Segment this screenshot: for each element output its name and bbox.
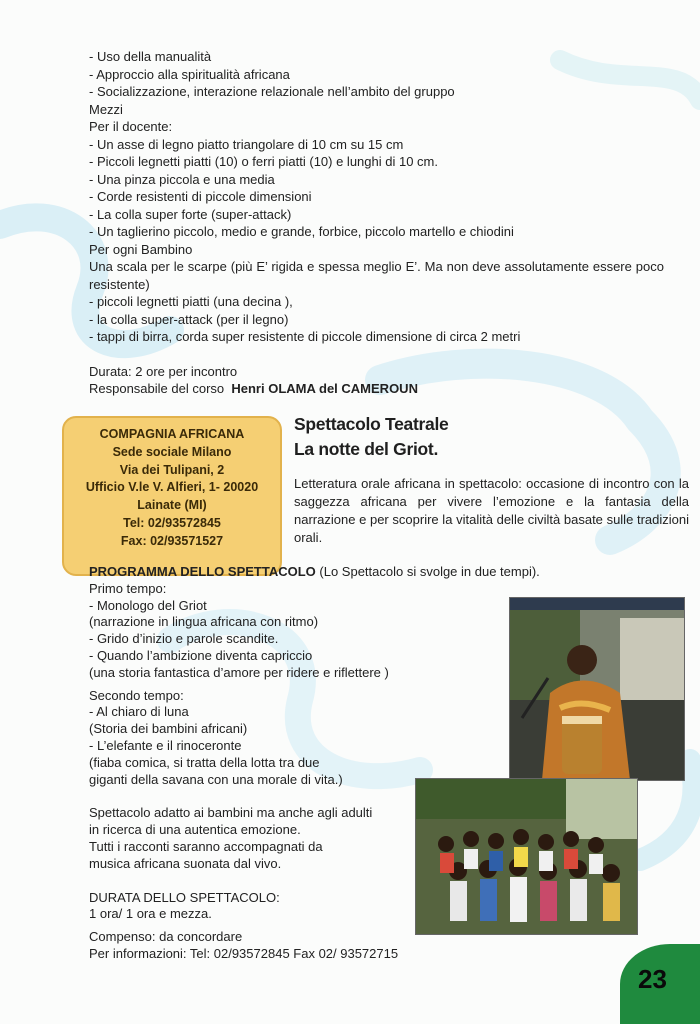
show-description: Letteratura orale africana in spettacolo: occasione di incontro con la saggezza africana per vivere l’emozione e la fantasia della narrazione e per scoprire la vitalità delle civiltà basate sulle tradizioni orali. bbox=[294, 476, 689, 545]
duration-line: 1 ora/ 1 ora e mezza. bbox=[89, 906, 212, 922]
responsible-label: Responsabile del corso bbox=[89, 381, 225, 396]
course-details bbox=[89, 48, 679, 398]
program-line: Secondo tempo: bbox=[89, 687, 184, 703]
program-line: giganti della savana con una morale di vita.) bbox=[89, 771, 343, 787]
program-heading-note: (Lo Spettacolo si svolge in due tempi). bbox=[315, 564, 540, 579]
course-duration: Durata: 2 ore per incontro bbox=[89, 363, 238, 379]
responsible-name: Henri OLAMA del CAMEROUN bbox=[231, 381, 418, 396]
page-number: 23 bbox=[638, 964, 667, 994]
show-title-line1: Spettacolo Teatrale bbox=[294, 414, 449, 434]
contact-line: Tel: 02/93572845 bbox=[123, 515, 221, 530]
griot-performer-photo bbox=[509, 597, 685, 781]
audience-line: Spettacolo adatto ai bambini ma anche agli adulti bbox=[89, 805, 373, 821]
course-line: - Piccoli legnetti piatti (10) o ferri piatti (10) e lunghi di 10 cm. bbox=[89, 154, 438, 169]
course-line: - la colla super-attack (per il legno) bbox=[89, 311, 289, 327]
course-line: - Uso della manualità bbox=[89, 49, 212, 64]
course-line: Per ogni Bambino bbox=[89, 241, 193, 257]
fee-line: Compenso: da concordare bbox=[89, 929, 243, 945]
program-line: - Quando l’ambizione diventa capriccio bbox=[89, 647, 313, 663]
contact-box bbox=[62, 416, 282, 576]
course-line: - La colla super forte (super-attack) bbox=[89, 206, 292, 222]
program-line: - Al chiaro di luna bbox=[89, 704, 189, 720]
course-line: - Approccio alla spiritualità africana bbox=[89, 66, 290, 82]
contact-line: COMPAGNIA AFRICANA bbox=[99, 427, 245, 441]
course-responsible bbox=[89, 380, 679, 398]
program-line: - L’elefante e il rinoceronte bbox=[89, 737, 242, 753]
contact-line: Ufficio V.le V. Alfieri, 1- 20020 bbox=[85, 480, 259, 495]
show-title-line2: La notte del Griot. bbox=[294, 439, 439, 459]
course-line: - Una pinza piccola e una media bbox=[89, 171, 275, 187]
course-line: Una scala per le scarpe (più E’ rigida e spessa meglio E’. Ma non deve assolutamente essere poco resistente) bbox=[89, 259, 664, 292]
course-line: Per il docente: bbox=[89, 119, 173, 134]
course-line: - piccoli legnetti piatti (una decina ), bbox=[89, 294, 293, 309]
program-line: - Grido d’inizio e parole scandite. bbox=[89, 631, 279, 647]
program-line: Primo tempo: bbox=[89, 580, 167, 596]
duration-line: DURATA DELLO SPETTACOLO: bbox=[89, 889, 280, 905]
audience-line: Tutti i racconti saranno accompagnati da bbox=[89, 838, 323, 854]
course-line: - Socializzazione, interazione relazionale nell’ambito del gruppo bbox=[89, 84, 455, 99]
info-line: Per informazioni: Tel: 02/93572845 Fax 02/ 93572715 bbox=[89, 945, 399, 961]
contact-line: Sede sociale Milano bbox=[112, 444, 232, 459]
contact-line: Fax: 02/93571527 bbox=[120, 533, 224, 548]
contact-line: Via dei Tulipani, 2 bbox=[119, 462, 225, 477]
program-heading bbox=[89, 564, 609, 581]
course-line: - tappi di birra, corda super resistente di piccole dimensione di circa 2 metri bbox=[89, 329, 521, 344]
audience-line: musica africana suonata dal vivo. bbox=[89, 855, 282, 871]
show-title bbox=[294, 412, 448, 462]
program-line: (narrazione in lingua africana con ritmo) bbox=[89, 614, 319, 630]
program-line: (fiaba comica, si tratta della lotta tra due bbox=[89, 754, 320, 770]
audience-line: in ricerca di una autentica emozione. bbox=[89, 822, 301, 838]
course-line: Mezzi bbox=[89, 101, 123, 117]
course-line: - Corde resistenti di piccole dimensioni bbox=[89, 189, 312, 204]
course-line: - Un asse di legno piatto triangolare di 10 cm su 15 cm bbox=[89, 136, 404, 152]
program-line: - Monologo del Griot bbox=[89, 597, 207, 613]
program-line: (una storia fantastica d’amore per ridere e riflettere ) bbox=[89, 664, 389, 680]
contact-line: Lainate (MI) bbox=[137, 498, 207, 513]
course-line: - Un taglierino piccolo, medio e grande, forbice, piccolo martello e chiodini bbox=[89, 224, 514, 239]
program-heading-title: PROGRAMMA DELLO SPETTACOLO bbox=[89, 564, 316, 579]
program-line: (Storia dei bambini africani) bbox=[89, 721, 248, 737]
children-group-photo bbox=[415, 778, 638, 935]
